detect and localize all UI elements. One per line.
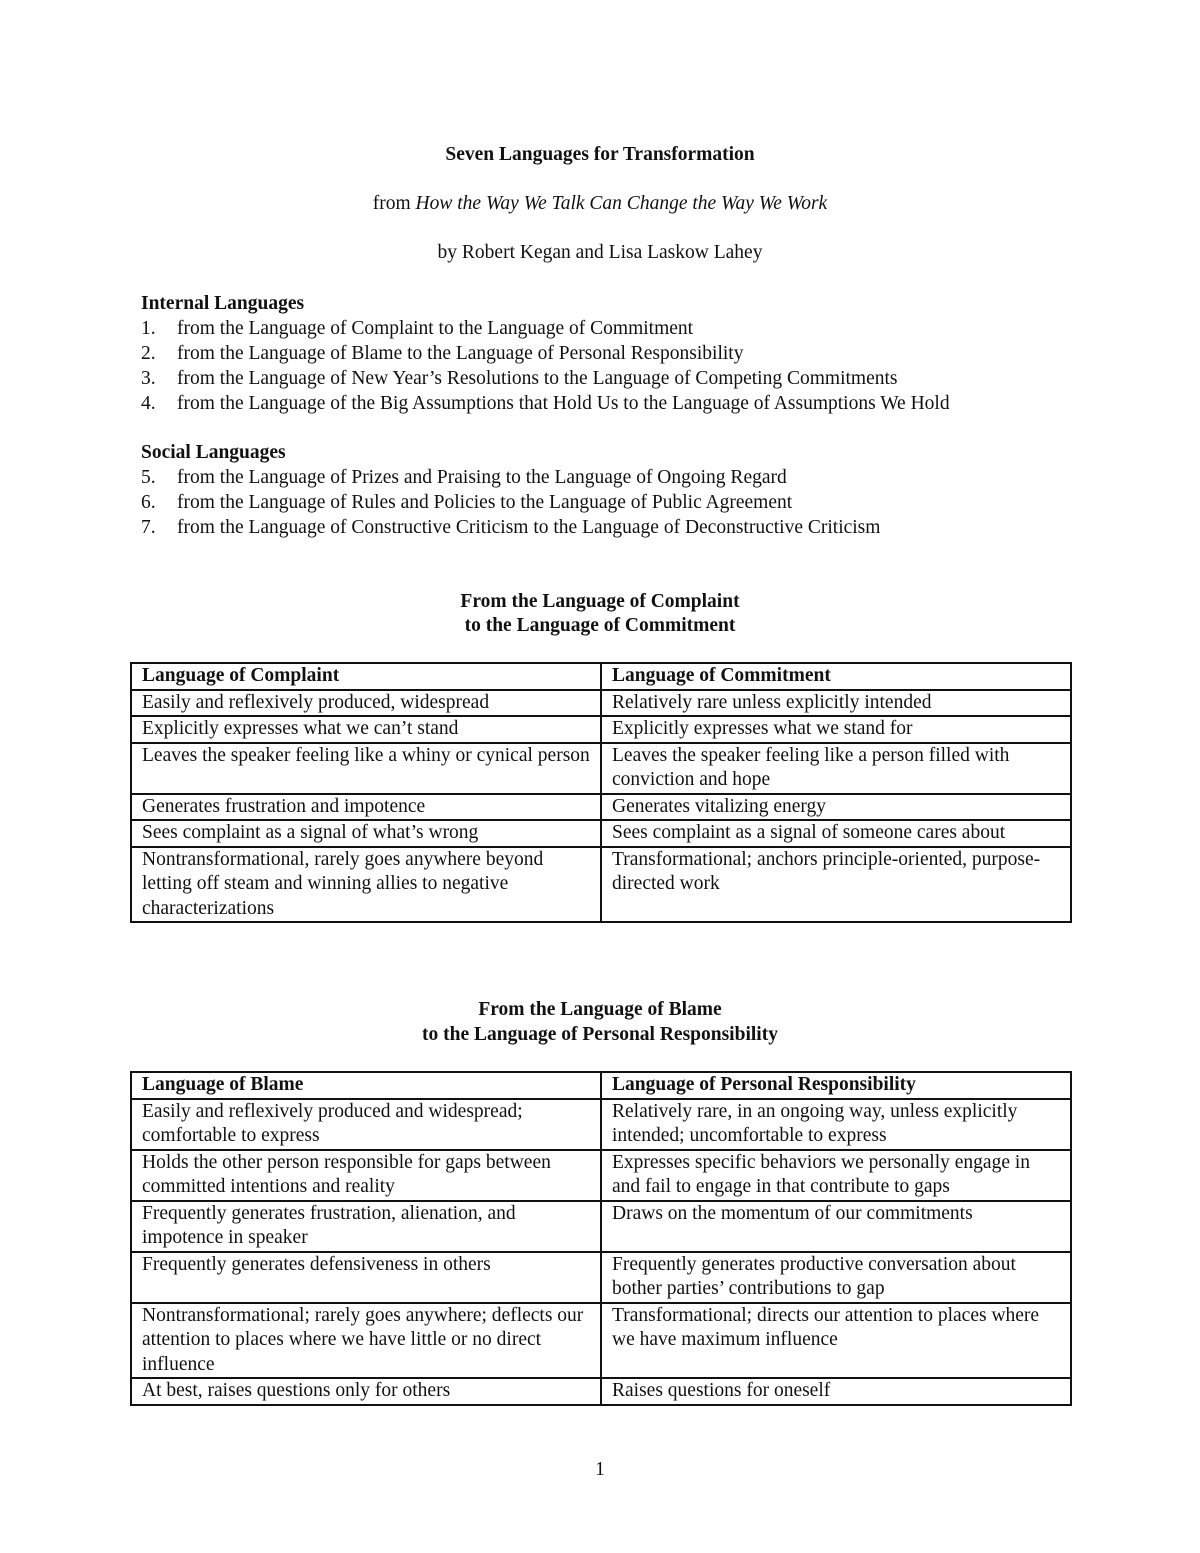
list-item-number: 7. — [141, 517, 156, 538]
table-cell: Expresses specific behaviors we personally engage in and fail to engage in that contribute to gaps — [601, 1150, 1071, 1201]
table-header-row — [131, 1072, 1071, 1099]
complaint-commitment-table — [130, 662, 1072, 923]
table-cell: Frequently generates frustration, alienation, and impotence in speaker — [131, 1201, 601, 1252]
authors-line: by Robert Kegan and Lisa Laskow Lahey — [437, 242, 763, 263]
page-number: 1 — [595, 1459, 605, 1480]
table-cell: Nontransformational; rarely goes anywhere; deflects our attention to places where we have little or no direct influence — [131, 1303, 601, 1379]
list-item-text: from the Language of Rules and Policies to the Language of Public Agreement — [177, 492, 793, 513]
table-row — [131, 1201, 1071, 1252]
list-item-text: from the Language of Prizes and Praising to the Language of Ongoing Regard — [177, 467, 787, 488]
table-row — [131, 794, 1071, 821]
source-line — [0, 192, 1200, 216]
table-row — [131, 690, 1071, 717]
table-row — [131, 716, 1071, 743]
column-header: Language of Blame — [131, 1072, 601, 1099]
section1-heading-line1: From the Language of Complaint — [460, 591, 740, 612]
source-prefix: from — [372, 193, 416, 214]
table-cell: Holds the other person responsible for gaps between committed intentions and reality — [131, 1150, 601, 1201]
source-book-title: How the Way We Talk Can Change the Way We Work — [415, 193, 828, 214]
table-cell: Sees complaint as a signal of someone cares about — [601, 820, 1071, 847]
table-cell: Generates vitalizing energy — [601, 794, 1071, 821]
table-cell: Generates frustration and impotence — [131, 794, 601, 821]
table-cell: At best, raises questions only for others — [131, 1378, 601, 1405]
list-item — [141, 341, 1101, 366]
table-cell: Sees complaint as a signal of what’s wrong — [131, 820, 601, 847]
blame-responsibility-table — [130, 1071, 1072, 1406]
internal-languages-heading: Internal Languages — [141, 293, 305, 314]
document-title: Seven Languages for Transformation — [445, 144, 755, 165]
list-item — [141, 465, 1101, 490]
table-cell: Nontransformational, rarely goes anywhere beyond letting off steam and winning allies to negative characterizations — [131, 847, 601, 923]
table-row — [131, 1303, 1071, 1379]
section2-heading-line1: From the Language of Blame — [478, 999, 722, 1020]
social-languages-heading: Social Languages — [141, 442, 286, 463]
list-item-text: from the Language of Complaint to the Language of Commitment — [177, 318, 694, 339]
social-languages-section — [141, 440, 1101, 540]
list-item — [141, 490, 1101, 515]
list-item-number: 1. — [141, 318, 156, 339]
table-cell: Frequently generates productive conversation about bother parties’ contributions to gap — [601, 1252, 1071, 1303]
table-cell: Easily and reflexively produced, widespread — [131, 690, 601, 717]
list-item-number: 4. — [141, 393, 156, 414]
table-header-row — [131, 663, 1071, 690]
table-cell: Draws on the momentum of our commitments — [601, 1201, 1071, 1252]
list-item-number: 2. — [141, 343, 156, 364]
table-cell: Raises questions for oneself — [601, 1378, 1071, 1405]
table-cell: Frequently generates defensiveness in others — [131, 1252, 601, 1303]
column-header: Language of Personal Responsibility — [601, 1072, 1071, 1099]
table-cell: Leaves the speaker feeling like a whiny or cynical person — [131, 743, 601, 794]
list-item — [141, 391, 1101, 416]
column-header: Language of Complaint — [131, 663, 601, 690]
list-item — [141, 515, 1101, 540]
table-cell: Explicitly expresses what we can’t stand — [131, 716, 601, 743]
list-item-text: from the Language of New Year’s Resolutions to the Language of Competing Commitments — [177, 368, 898, 389]
list-item-text: from the Language of Blame to the Language of Personal Responsibility — [177, 343, 744, 364]
table-cell: Relatively rare unless explicitly intended — [601, 690, 1071, 717]
table-row — [131, 1378, 1071, 1405]
list-item-number: 3. — [141, 368, 156, 389]
table-row — [131, 1252, 1071, 1303]
internal-languages-section — [141, 291, 1101, 416]
table-row — [131, 1150, 1071, 1201]
list-item-text: from the Language of the Big Assumptions that Hold Us to the Language of Assumptions We Hold — [177, 393, 950, 414]
section2-heading-line2: to the Language of Personal Responsibility — [422, 1024, 778, 1045]
table-cell: Leaves the speaker feeling like a person filled with conviction and hope — [601, 743, 1071, 794]
list-item — [141, 366, 1101, 391]
table-cell: Relatively rare, in an ongoing way, unless explicitly intended; uncomfortable to express — [601, 1099, 1071, 1150]
internal-languages-list — [141, 316, 1101, 416]
list-item-text: from the Language of Constructive Criticism to the Language of Deconstructive Criticism — [177, 517, 881, 538]
table-row — [131, 820, 1071, 847]
table-cell: Transformational; anchors principle-oriented, purpose-directed work — [601, 847, 1071, 923]
section1-heading-line2: to the Language of Commitment — [464, 615, 736, 636]
list-item — [141, 316, 1101, 341]
table-cell: Explicitly expresses what we stand for — [601, 716, 1071, 743]
table-cell: Easily and reflexively produced and widespread; comfortable to express — [131, 1099, 601, 1150]
table-row — [131, 1099, 1071, 1150]
table-cell: Transformational; directs our attention to places where we have maximum influence — [601, 1303, 1071, 1379]
column-header: Language of Commitment — [601, 663, 1071, 690]
table-row — [131, 743, 1071, 794]
social-languages-list — [141, 465, 1101, 540]
list-item-number: 6. — [141, 492, 156, 513]
list-item-number: 5. — [141, 467, 156, 488]
table-row — [131, 847, 1071, 923]
